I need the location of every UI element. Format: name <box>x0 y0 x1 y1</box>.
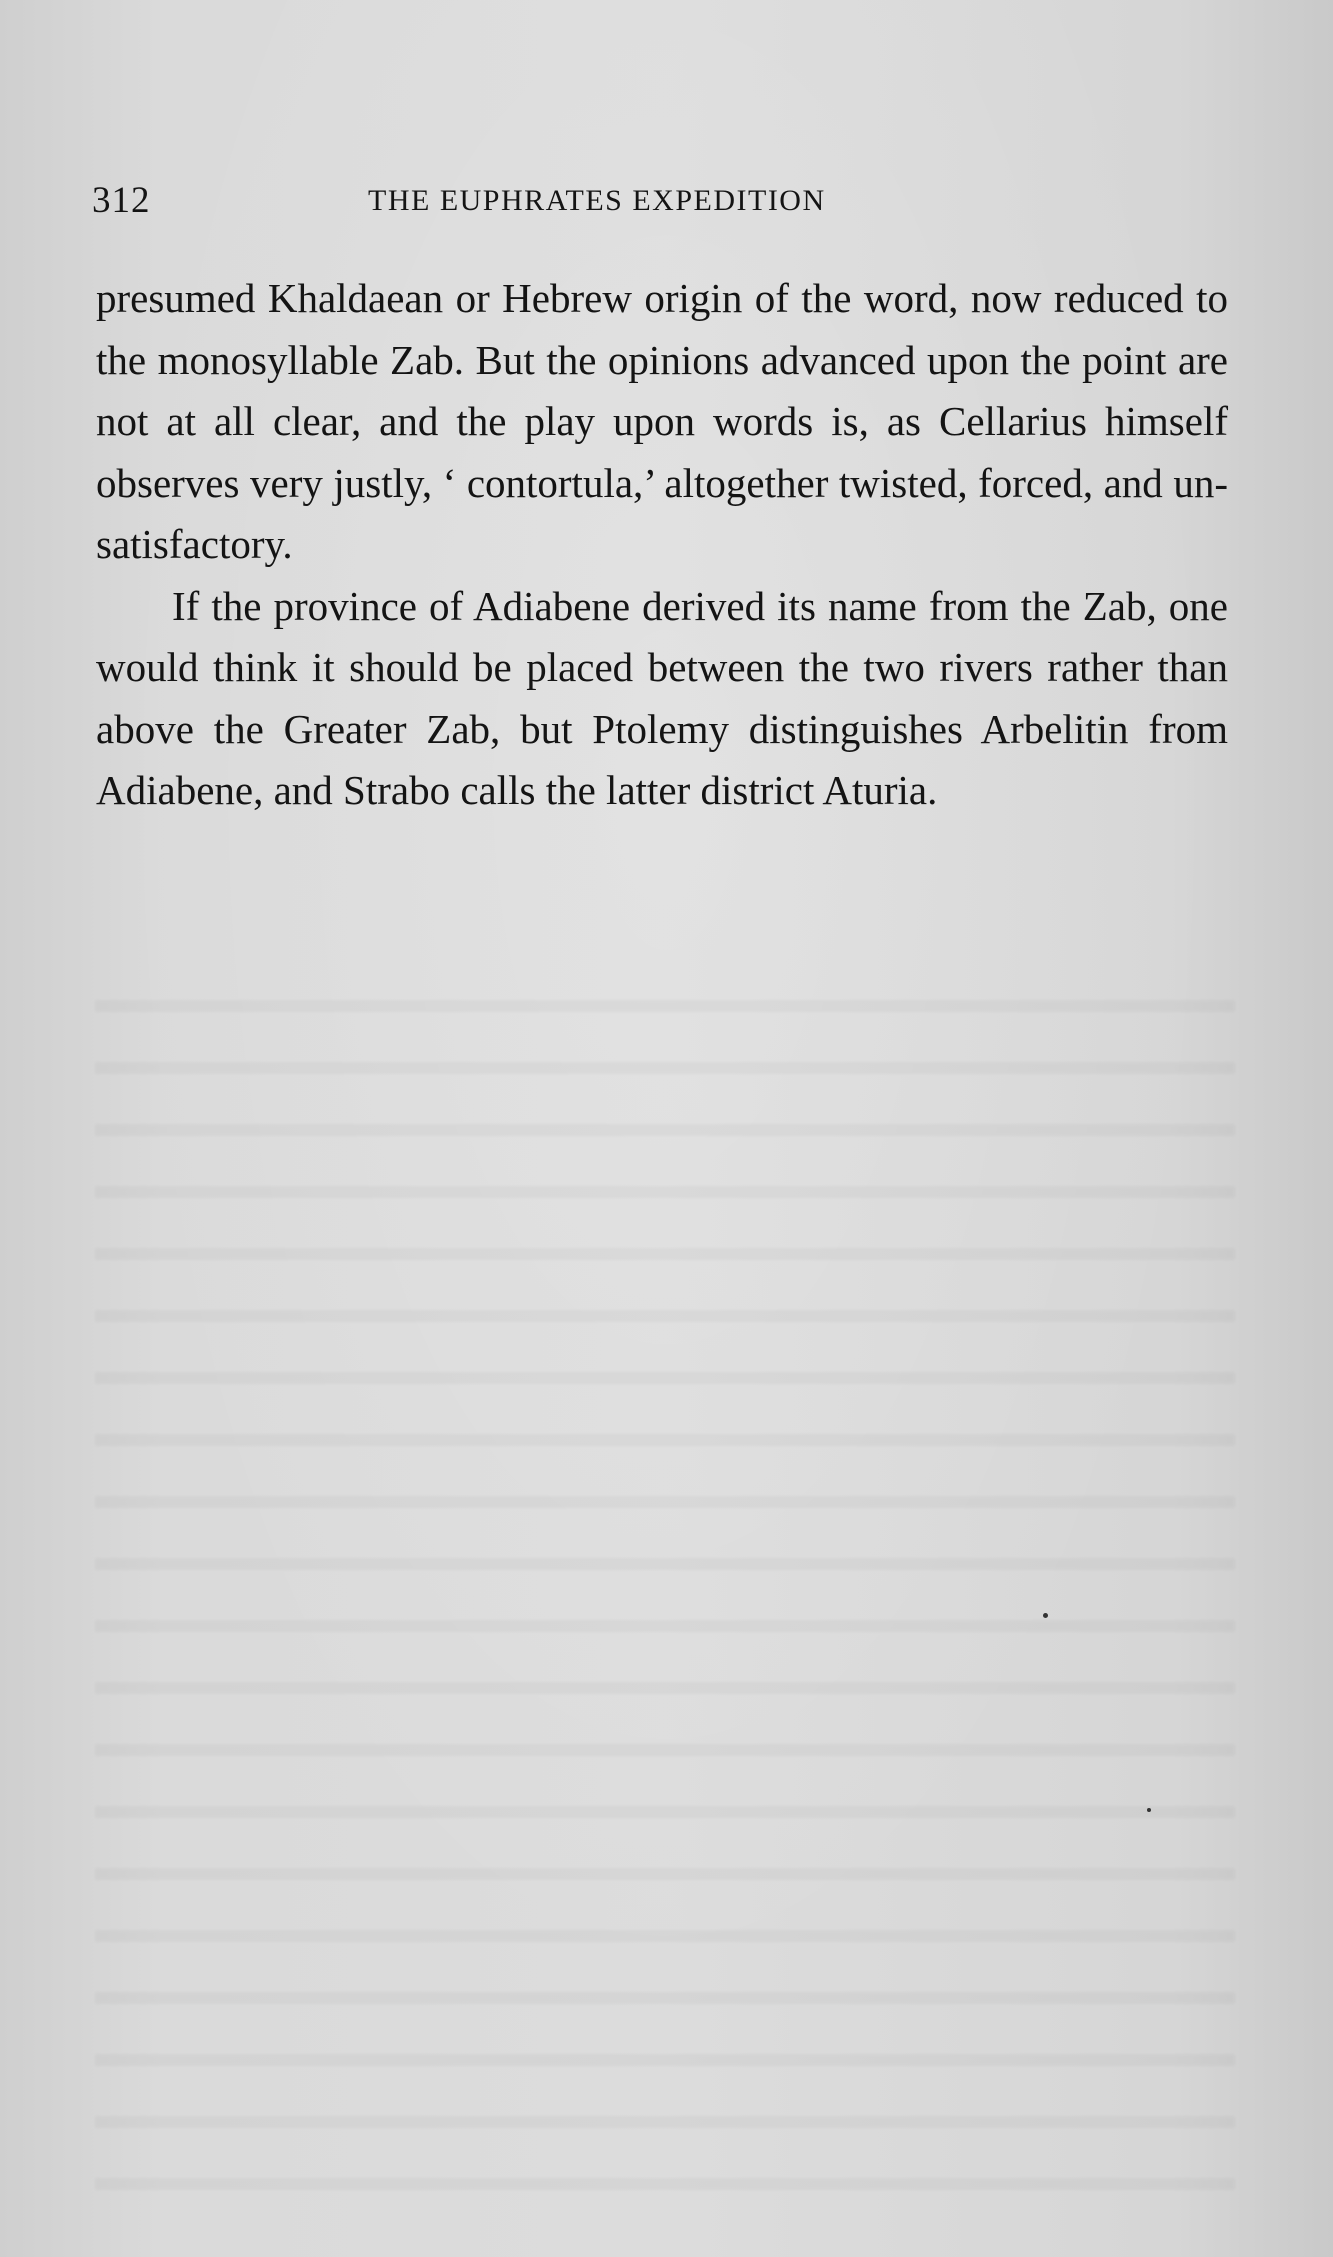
page-header <box>92 176 1232 226</box>
body-text <box>96 268 1228 822</box>
ink-speck <box>1147 1808 1151 1812</box>
ink-speck <box>1043 1613 1048 1618</box>
paragraph-1: presumed Khaldaean or Hebrew origin of the word, now reduced to the monosyllable Zab. But the opinions advanced upon the point are not at all clear, and the play upon words is, as Cellarius himself observes very justly, ‘ contortula,’ altogether twisted, forced, and unsatisfactory. <box>96 275 1228 567</box>
page-number: 312 <box>92 180 151 221</box>
running-title: THE EUPHRATES EXPEDITION <box>368 184 826 217</box>
paragraph-2: If the province of Adiabene derived its name from the Zab, one would think it should be placed between the two rivers rather than above the Greater Zab, but Ptolemy distinguishes Arbelitin from Adiabene, and Strabo calls the latter district Aturia. <box>96 582 1228 813</box>
bleed-through-texture <box>95 960 1235 2200</box>
